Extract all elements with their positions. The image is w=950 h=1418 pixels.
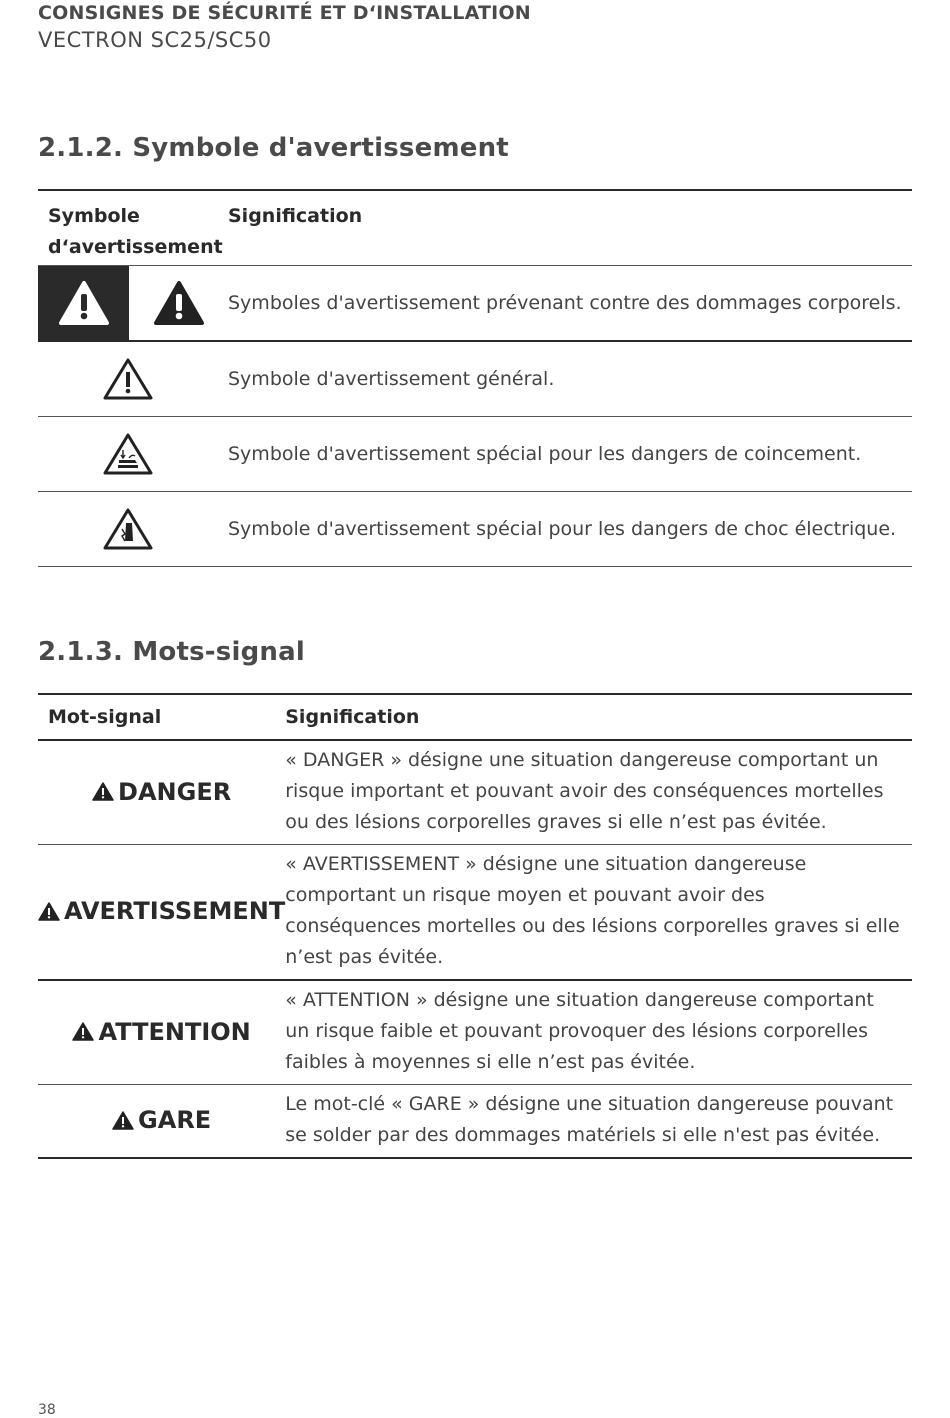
column-header-meaning: Signification — [285, 694, 912, 740]
signal-word-cell — [38, 980, 285, 1085]
meaning-text: « DANGER » désigne une situation dangereuse comportant un risque important et pouvant avoir des conséquences mortelles ou des lésions corporelles graves si elle n’est pas évitée. — [285, 740, 912, 845]
section-title-signal-words: 2.1.3. Mots-signal — [38, 637, 305, 667]
meaning-text: Symboles d'avertissement prévenant contre des dommages corporels. — [228, 266, 912, 342]
symbol-cell — [38, 417, 228, 492]
table-row — [38, 1085, 912, 1159]
column-header-signal-word: Mot-signal — [38, 694, 285, 740]
signal-word-gare: GARE — [138, 1106, 212, 1135]
warning-icon — [92, 782, 114, 801]
signal-word-danger: DANGER — [118, 777, 232, 806]
symbol-cell — [38, 341, 228, 417]
meaning-text: Le mot-clé « GARE » désigne une situation dangereuse pouvant se solder par des dommages matériels si elle n'est pas évitée. — [285, 1085, 912, 1159]
page-number: 38 — [38, 1402, 56, 1418]
table-row — [38, 341, 912, 417]
warning-symbols-table — [38, 189, 912, 567]
meaning-text: Symbole d'avertissement spécial pour les dangers de choc électrique. — [228, 492, 912, 567]
meaning-text: Symbole d'avertissement spécial pour les dangers de coincement. — [228, 417, 912, 492]
warning-black-on-white-icon — [129, 266, 228, 340]
table-row — [38, 417, 912, 492]
meaning-text: Symbole d'avertissement général. — [228, 341, 912, 417]
page-header — [38, 0, 531, 54]
general-warning-icon — [38, 342, 218, 416]
table-header-row — [38, 190, 912, 266]
column-header-symbol — [38, 190, 228, 266]
table-row — [38, 266, 912, 342]
symbol-cell — [38, 266, 228, 342]
warning-icon — [112, 1111, 134, 1130]
header-title: CONSIGNES DE SÉCURITÉ ET D‘INSTALLATION — [38, 2, 531, 24]
signal-word-attention: ATTENTION — [98, 1017, 251, 1046]
signal-word-cell — [38, 740, 285, 845]
crush-hazard-icon — [38, 417, 218, 491]
table-row — [38, 980, 912, 1085]
meaning-text: « AVERTISSEMENT » désigne une situation dangereuse comportant un risque moyen et pouvant avoir des conséquences mortelles ou des lésions corporelles graves si elle n’est pas évitée. — [285, 845, 912, 981]
table-row — [38, 740, 912, 845]
warning-white-on-black-icon — [38, 266, 129, 340]
meaning-text: « ATTENTION » désigne une situation dangereuse comportant un risque faible et pouvant provoquer des lésions corporelles faibles à moyennes si elle n’est pas évitée. — [285, 980, 912, 1085]
warning-icon — [38, 902, 60, 921]
warning-icon — [72, 1022, 94, 1041]
column-header-meaning: Signification — [228, 190, 912, 266]
table-header-row — [38, 694, 912, 740]
column-header-symbol-line1: Symbole — [48, 205, 140, 227]
electric-shock-icon — [38, 492, 218, 566]
signal-word-cell — [38, 845, 285, 981]
signal-word-cell — [38, 1085, 285, 1159]
signal-words-table — [38, 693, 912, 1159]
signal-word-warning: AVERTISSEMENT — [64, 897, 286, 926]
header-subtitle: VECTRON SC25/SC50 — [38, 28, 272, 52]
table-row — [38, 492, 912, 567]
symbol-cell — [38, 492, 228, 567]
section-title-warning-symbols: 2.1.2. Symbole d'avertissement — [38, 133, 509, 163]
table-row — [38, 845, 912, 981]
column-header-symbol-line2: d‘avertissement — [48, 236, 223, 258]
